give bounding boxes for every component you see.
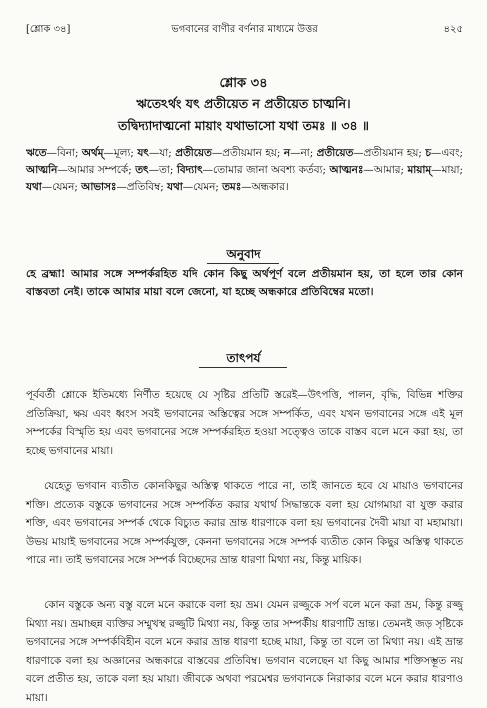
- synonym-meaning: তোমার জানা অবশ্য কর্তব্য: [213, 164, 323, 176]
- synonym-entry: বিদ্যাৎ—তোমার জানা অবশ্য কর্তব্য: [176, 164, 323, 176]
- translation-heading-underline: [207, 263, 279, 264]
- synonym-entry: প্রতীয়েত—প্রতীয়মান হয়: [316, 147, 419, 159]
- purport-heading-underline: [199, 367, 287, 368]
- purport-heading: তাৎপর্য: [226, 351, 261, 365]
- synonym-term: প্রতীয়েত: [175, 147, 212, 159]
- synonym-term: আত্মনি: [26, 164, 58, 176]
- synonym-term: ন: [283, 147, 291, 159]
- translation-text: হে ব্রহ্মা! আমার সঙ্গে সম্পর্করহিত যদি কোন কিছু অর্থপূর্ণ বলে প্রতীয়মান হয়, তা হলে তার কোন বাস্তবতা নেই। তাকে আমার মায়া বলে জেনো, যা হচ্ছে অন্ধকারে প্রতিবিম্বের মতো।: [26, 268, 463, 298]
- synonym-entry: চ—এবং: [425, 147, 460, 159]
- synonym-entry: আভাসঃ—প্রতিবিম্ব: [81, 181, 161, 193]
- synonym-entry: তমঃ—অন্ধকার: [222, 181, 285, 193]
- synonym-term: যথা: [26, 181, 42, 193]
- synonym-meaning: প্রতীয়মান হয়: [222, 147, 277, 159]
- translation-heading: অনুবাদ: [226, 247, 261, 261]
- synonym-meaning: আমার: [373, 164, 401, 176]
- synonym-entry: প্রতীয়েত—প্রতীয়মান হয়: [175, 147, 277, 159]
- synonym-term: যথা: [167, 181, 183, 193]
- synonym-meaning: প্রতীয়মান হয়: [363, 147, 419, 159]
- synonym-meaning: যা: [159, 147, 169, 159]
- synonym-entry: ঋতে—বিনা: [26, 147, 75, 159]
- purport-paragraph-2: যেহেতু ভগবান ব্যতীত কোনকিছুর অস্তিত্ব থাকতে পারে না, তাই জানতে হবে যে মায়াও ভগবানের শক্তি। প্রত্যেক বস্তুকে ভগবানের সঙ্গে সম্পর্কিত করার যথার্থ সিদ্ধান্তকে বলা হয় যোগমায়া বা যুক্ত করার শক্তি, এবং ভগবানের সম্পর্ক থেকে বিচ্যুত করার ভ্রান্ত ধারণাকে বলা হয় ভগবানের দৈবী মায়া বা মহামায়া। উভয় মায়াই ভগবানের সঙ্গে সম্পর্কযুক্ত, কেননা ভগবানের সঙ্গে সম্পর্ক ব্যতীত কোন কিছুর অস্তিত্ব থাকতে পারে না। তাই ভগবানের সঙ্গে সম্পর্ক বিচ্ছেদের ভ্রান্ত ধারণা মিথ্যা নয়, কিন্তু মায়িক।: [26, 480, 463, 567]
- synonym-meaning: যেমন: [52, 181, 75, 193]
- synonym-meaning: মায়া: [441, 164, 460, 176]
- verse-title: শ্লোক ৩৪: [219, 76, 268, 91]
- synonym-entry: আত্মনঃ—আমার: [329, 164, 401, 176]
- synonym-entry: আত্মনি—আমার সম্পর্কে: [26, 164, 129, 176]
- synonym-term: মায়াম্: [407, 164, 432, 176]
- purport-paragraph-3: কোন বস্তুকে অন্য বস্তু বলে মনে করাকে বলা হয় ভ্রম। যেমন রজ্জুকে সর্প বলে মনে করা ভ্রম, কিন্তু রজ্জু মিথ্যা নয়। ভ্রমাচ্ছন্ন ব্যক্তির সম্মুখস্থ রজ্জুটি মিথ্যা নয়, কিন্তু তার সম্পর্কীয় ধারণাটি ভ্রান্ত। তেমনই জড় সৃষ্টিকে ভগবানের সঙ্গে সম্পর্কবিহীন বলে মনে করার ভ্রান্ত ধারণা হচ্ছে মায়া, কিন্তু তা বলে তা মিথ্যা নয়। এই ভ্রান্ত ধারণাকে বলা হয় অজ্ঞানের অন্ধকারে বাস্তবের প্রতিবিম্ব। ভগবান বলেছেন যা কিছু আমার শক্তিসম্ভূত নয় বলে প্রতীত হয়, তাকে বলা হয় মায়া। জীবকে অথবা পরমেশ্বর ভগবানকে নিরাকার বলে মনে করার ধারণাও মায়া।: [26, 599, 463, 704]
- synonym-meaning: প্রতিবিম্ব: [126, 181, 161, 193]
- synonym-entry: তৎ—তা: [135, 164, 170, 176]
- verse-line-2: তদ্বিদ্যাদাত্মনো মায়াং যথাভাসো যথা তমঃ ॥ ৩৪ ॥: [118, 118, 369, 133]
- synonym-term: চ: [425, 147, 431, 159]
- header-verse-number: [শ্লোক ৩৪]: [26, 24, 71, 35]
- synonym-entry: অর্থম্—মূল্য: [81, 147, 131, 159]
- synonym-term: আত্মনঃ: [329, 164, 364, 176]
- running-header: [26, 22, 463, 40]
- synonym-entry: যথা—যেমন: [26, 181, 75, 193]
- synonym-term: যৎ: [137, 147, 149, 159]
- verse-line-1: ঋতেঽর্থং যৎ প্রতীয়েত ন প্রতীয়েত চাত্মনি।: [136, 96, 351, 111]
- synonym-entry: যৎ—যা: [137, 147, 169, 159]
- synonym-term: তৎ: [135, 164, 149, 176]
- page-number: ৪২৫: [443, 24, 463, 35]
- synonym-meaning: এবং: [441, 147, 460, 159]
- synonym-meaning: তা: [159, 164, 170, 176]
- synonym-meaning: মূল্য: [113, 147, 131, 159]
- synonym-meaning: আমার সম্পর্কে: [67, 164, 129, 176]
- synonym-entry: ন—না: [283, 147, 310, 159]
- synonym-term: তমঃ: [222, 181, 242, 193]
- synonym-meaning: বিনা: [56, 147, 75, 159]
- synonym-meaning: যেমন: [193, 181, 216, 193]
- synonym-term: আভাসঃ: [81, 181, 117, 193]
- synonym-meaning: না: [300, 147, 310, 159]
- synonym-term: বিদ্যাৎ: [176, 164, 203, 176]
- header-chapter-title: ভগবানের বাণীর বর্ণনার মাধ্যমে উত্তর: [171, 24, 318, 35]
- synonym-term: অর্থম্: [81, 147, 104, 159]
- synonym-meaning: অন্ধকার: [251, 181, 285, 193]
- synonym-term: প্রতীয়েত: [316, 147, 354, 159]
- purport-paragraph-1: পূর্ববর্তী শ্লোকে ইতিমধ্যে নির্ণীত হয়েছে যে সৃষ্টির প্রতিটি স্তরেই—উৎপত্তি, পালন, বৃদ্ধি, বিভিন্ন শক্তির প্রতিক্রিয়া, ক্ষয় এবং ধ্বংস সবই ভগবানের অস্তিত্বের সঙ্গে সম্পর্কিত, এবং যখন ভগবানের সঙ্গে এই মূল সম্পর্কের বিস্মৃতি হয় এবং ভগবানের সঙ্গে সম্পর্করহিত হওয়া সত্ত্বেও তাকে বাস্তব বলে মনে করা হয়, তা হচ্ছে ভগবানের মায়া।: [26, 389, 463, 457]
- synonym-entry: যথা—যেমন: [167, 181, 216, 193]
- synonym-term: ঋতে: [26, 147, 47, 159]
- synonym-entry: মায়াম্—মায়া: [407, 164, 460, 176]
- word-synonyms: ঋতে—বিনা; অর্থম্—মূল্য; যৎ—যা; প্রতীয়েত—প্রতীয়মান হয়; ন—না; প্রতীয়েত—প্রতীয়মান হয়; চ—এবং; আত্মনি—আমার সম্পর্কে; তৎ—তা; বিদ্যাৎ—তোমার জানা অবশ্য কর্তব্য; আত্মনঃ—আমার; মায়াম্—মায়া; যথা—যেমন; আভাসঃ—প্রতিবিম্ব; যথা—যেমন; তমঃ—অন্ধকার।: [26, 147, 463, 193]
